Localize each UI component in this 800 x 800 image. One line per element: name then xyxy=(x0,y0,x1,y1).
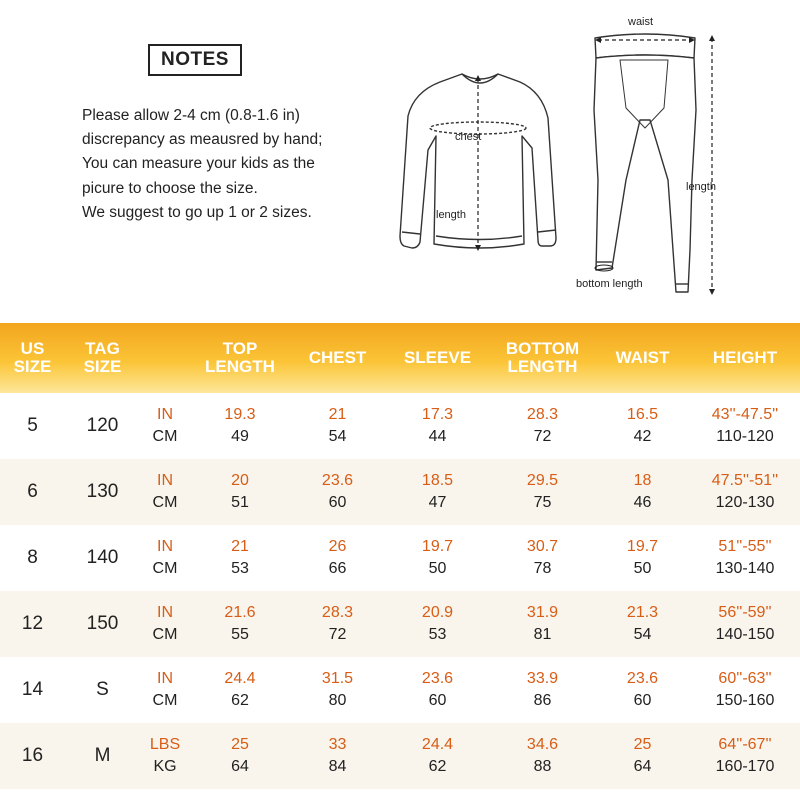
chest-metric-value: 54 xyxy=(328,428,347,445)
us-size-cell: 16 xyxy=(21,745,44,766)
unit-cell xyxy=(140,393,190,459)
pants-measurement-diagram xyxy=(580,18,730,298)
height-imperial-value: 43''-47.5'' xyxy=(711,406,779,423)
waist-metric-value: 54 xyxy=(633,626,652,643)
table-row xyxy=(0,591,800,657)
unit-imperial: IN xyxy=(157,670,173,687)
waist-metric-value: 50 xyxy=(633,560,652,577)
table-row xyxy=(0,393,800,459)
unit-metric: CM xyxy=(152,494,178,511)
bottom-length-imperial-value: 34.6 xyxy=(526,736,559,753)
unit-imperial: IN xyxy=(157,406,173,423)
sleeve-metric-value: 44 xyxy=(428,428,447,445)
top-length-cell xyxy=(190,657,290,723)
top-length-imperial-value: 19.3 xyxy=(224,406,256,423)
height-imperial-value: 64''-67'' xyxy=(718,736,772,753)
waist-cell xyxy=(595,393,690,459)
unit-cell xyxy=(140,591,190,657)
table-body xyxy=(0,393,800,789)
height-cell xyxy=(690,393,800,459)
tag-size-cell: 120 xyxy=(86,415,119,436)
chest-imperial-value: 31.5 xyxy=(321,670,354,687)
bottom-length-imperial-value: 31.9 xyxy=(526,604,559,621)
shirt-measurement-diagram xyxy=(395,60,565,260)
unit-metric: CM xyxy=(152,560,178,577)
bottom-length-metric-value: 72 xyxy=(533,428,552,445)
height-metric-value: 130-140 xyxy=(715,560,775,577)
height-metric-value: 110-120 xyxy=(716,428,774,445)
top-length-imperial-value: 24.4 xyxy=(224,670,256,687)
height-cell xyxy=(690,459,800,525)
table-row xyxy=(0,459,800,525)
height-metric-value: 120-130 xyxy=(715,494,775,511)
height-imperial-value: 51''-55'' xyxy=(718,538,772,555)
unit-cell xyxy=(140,657,190,723)
height-imperial-value: 56''-59'' xyxy=(718,604,772,621)
height-metric-value: 140-150 xyxy=(715,626,775,643)
bottom-length-metric-value: 86 xyxy=(533,692,552,709)
bottom-length-cell xyxy=(490,657,595,723)
bottom-length-cell xyxy=(490,723,595,789)
bottom-length-cell xyxy=(490,459,595,525)
top-length-metric-value: 51 xyxy=(231,494,249,511)
notes-line: You can measure your kids as the xyxy=(82,155,315,173)
chest-imperial-value: 26 xyxy=(328,538,347,555)
unit-metric: CM xyxy=(152,428,178,445)
height-metric-value: 160-170 xyxy=(715,758,775,775)
waist-imperial-value: 16.5 xyxy=(626,406,659,423)
sleeve-metric-value: 60 xyxy=(428,692,447,709)
header-sleeve: SLEEVE xyxy=(403,348,472,367)
top-length-imperial-value: 20 xyxy=(231,472,249,489)
waist-imperial-value: 23.6 xyxy=(626,670,659,687)
chest-label: chest xyxy=(455,131,482,143)
top-length-cell xyxy=(190,459,290,525)
tag-size-cell: 150 xyxy=(86,613,119,634)
sleeve-imperial-value: 23.6 xyxy=(421,670,454,687)
waist-cell xyxy=(595,723,690,789)
chest-cell xyxy=(290,657,385,723)
tag-size-cell: 140 xyxy=(86,547,119,568)
chest-imperial-value: 28.3 xyxy=(321,604,354,621)
chest-cell xyxy=(290,393,385,459)
top-length-metric-value: 53 xyxy=(231,560,249,577)
height-metric-value: 150-160 xyxy=(715,692,775,709)
shirt-length-label: length xyxy=(436,209,466,221)
waist-metric-value: 60 xyxy=(633,692,652,709)
bottom-length-cell xyxy=(490,393,595,459)
unit-cell xyxy=(140,723,190,789)
chest-metric-value: 72 xyxy=(328,626,347,643)
notes-text xyxy=(82,104,352,225)
unit-metric: KG xyxy=(153,758,177,775)
table-header xyxy=(0,323,800,393)
pants-length-label: length xyxy=(686,181,716,193)
notes-line: discrepancy as meausred by hand; xyxy=(82,131,323,149)
header-tag-size: TAG SIZE xyxy=(83,339,122,376)
unit-imperial: LBS xyxy=(149,736,181,753)
unit-cell xyxy=(140,525,190,591)
bottom-length-metric-value: 75 xyxy=(533,494,552,511)
height-imperial-value: 47.5''-51'' xyxy=(711,472,779,489)
unit-metric: CM xyxy=(152,626,178,643)
unit-cell xyxy=(140,459,190,525)
notes-line: Please allow 2-4 cm (0.8-1.6 in) xyxy=(82,107,300,124)
sleeve-cell xyxy=(385,393,490,459)
height-cell xyxy=(690,723,800,789)
waist-cell xyxy=(595,525,690,591)
waist-imperial-value: 19.7 xyxy=(626,538,659,555)
chest-cell xyxy=(290,723,385,789)
bottom-length-imperial-value: 28.3 xyxy=(526,406,559,423)
chest-imperial-value: 33 xyxy=(328,736,347,753)
unit-imperial: IN xyxy=(157,538,173,555)
top-length-cell xyxy=(190,525,290,591)
sleeve-imperial-value: 18.5 xyxy=(421,472,454,489)
table-row xyxy=(0,525,800,591)
sleeve-cell xyxy=(385,591,490,657)
us-size-cell: 12 xyxy=(21,613,44,634)
sleeve-imperial-value: 24.4 xyxy=(421,736,454,753)
top-length-metric-value: 49 xyxy=(231,428,249,445)
bottom-length-metric-value: 81 xyxy=(533,626,552,643)
size-chart-table xyxy=(0,323,800,789)
top-length-metric-value: 64 xyxy=(231,758,249,775)
sleeve-metric-value: 62 xyxy=(428,758,447,775)
unit-imperial: IN xyxy=(157,472,173,489)
chest-metric-value: 60 xyxy=(328,494,347,511)
chest-metric-value: 80 xyxy=(328,692,347,709)
bottom-length-imperial-value: 29.5 xyxy=(526,472,559,489)
table-row xyxy=(0,657,800,723)
header-top-length: TOP LENGTH xyxy=(205,339,275,376)
us-size-cell: 8 xyxy=(27,547,38,568)
notes-line: picure to choose the size. xyxy=(82,179,258,197)
us-size-cell: 6 xyxy=(27,481,38,502)
bottom-length-metric-value: 88 xyxy=(533,758,552,775)
header-unit xyxy=(140,323,190,393)
sleeve-metric-value: 50 xyxy=(428,560,447,577)
bottom-length-metric-value: 78 xyxy=(533,560,552,577)
notes-title: NOTES xyxy=(148,44,242,76)
sleeve-metric-value: 47 xyxy=(428,494,447,511)
height-cell xyxy=(690,525,800,591)
chest-imperial-value: 21 xyxy=(328,406,347,423)
sleeve-imperial-value: 17.3 xyxy=(421,406,454,423)
waist-cell xyxy=(595,591,690,657)
header-bottom-length: BOTTOM LENGTH xyxy=(505,339,580,376)
unit-imperial: IN xyxy=(157,604,173,621)
sleeve-imperial-value: 20.9 xyxy=(421,604,454,621)
sleeve-cell xyxy=(385,657,490,723)
waist-label: waist xyxy=(628,16,654,28)
waist-imperial-value: 21.3 xyxy=(626,604,659,621)
tag-size-cell: 130 xyxy=(86,481,119,502)
waist-cell xyxy=(595,657,690,723)
chest-cell xyxy=(290,591,385,657)
table-row xyxy=(0,723,800,789)
us-size-cell: 14 xyxy=(21,679,44,700)
notes-line: We suggest to go up 1 or 2 sizes. xyxy=(82,203,312,221)
sleeve-cell xyxy=(385,723,490,789)
bottom-length-imperial-value: 30.7 xyxy=(526,538,559,555)
top-length-imperial-value: 25 xyxy=(231,736,249,753)
sleeve-metric-value: 53 xyxy=(428,626,447,643)
header-height: HEIGHT xyxy=(712,348,778,367)
us-size-cell: 5 xyxy=(27,415,38,436)
top-length-metric-value: 62 xyxy=(231,692,249,709)
sleeve-cell xyxy=(385,459,490,525)
bottom-length-label: bottom length xyxy=(576,278,643,290)
chest-cell xyxy=(290,525,385,591)
bottom-length-cell xyxy=(490,591,595,657)
waist-metric-value: 46 xyxy=(633,494,652,511)
tag-size-cell: S xyxy=(96,679,109,700)
waist-metric-value: 42 xyxy=(633,428,652,445)
top-length-cell xyxy=(190,723,290,789)
sleeve-cell xyxy=(385,525,490,591)
waist-cell xyxy=(595,459,690,525)
header-us-size: US SIZE xyxy=(13,339,52,376)
bottom-length-imperial-value: 33.9 xyxy=(526,670,559,687)
top-length-imperial-value: 21 xyxy=(231,538,249,555)
bottom-length-cell xyxy=(490,525,595,591)
tag-size-cell: M xyxy=(94,745,111,766)
waist-metric-value: 64 xyxy=(633,758,652,775)
height-cell xyxy=(690,657,800,723)
top-length-imperial-value: 21.6 xyxy=(224,604,256,621)
top-length-metric-value: 55 xyxy=(231,626,249,643)
waist-imperial-value: 18 xyxy=(633,472,652,489)
height-cell xyxy=(690,591,800,657)
chest-metric-value: 84 xyxy=(328,758,347,775)
chest-imperial-value: 23.6 xyxy=(321,472,354,489)
top-length-cell xyxy=(190,591,290,657)
height-imperial-value: 60''-63'' xyxy=(718,670,772,687)
waist-imperial-value: 25 xyxy=(633,736,652,753)
chest-metric-value: 66 xyxy=(328,560,347,577)
unit-metric: CM xyxy=(152,692,178,709)
header-chest: CHEST xyxy=(308,348,367,367)
top-length-cell xyxy=(190,393,290,459)
chest-cell xyxy=(290,459,385,525)
sleeve-imperial-value: 19.7 xyxy=(421,538,454,555)
header-waist: WAIST xyxy=(615,348,670,367)
